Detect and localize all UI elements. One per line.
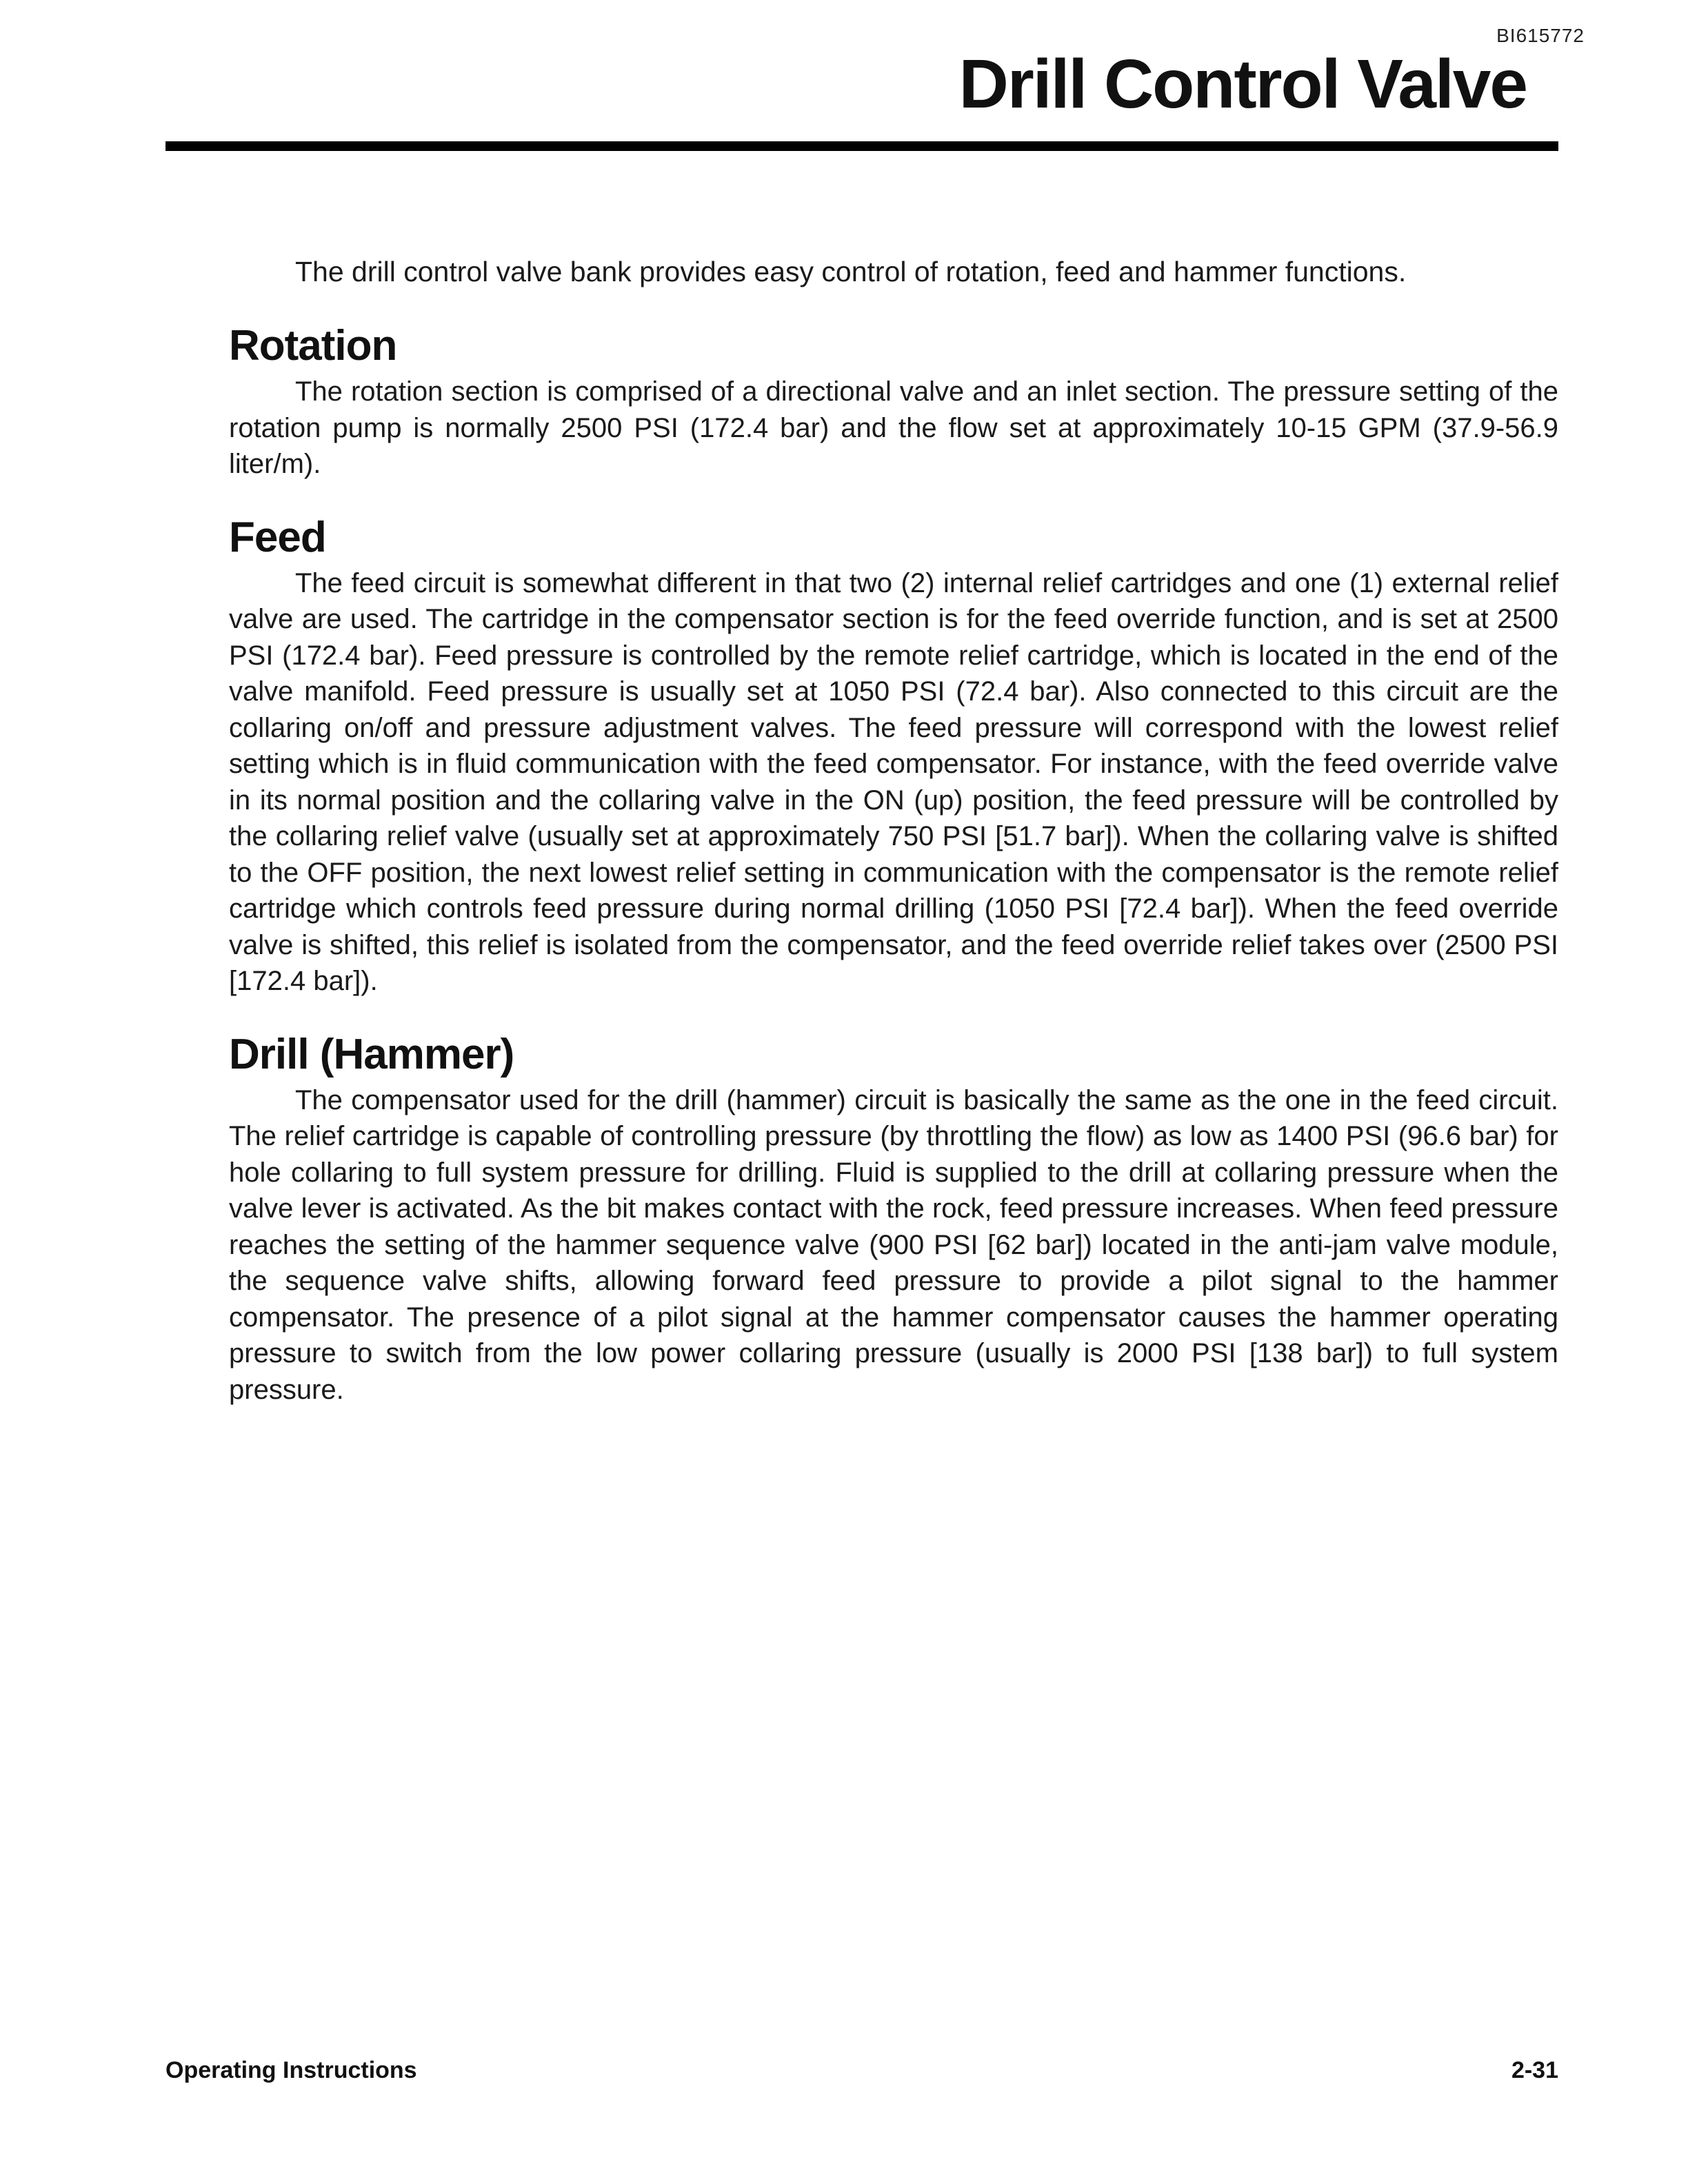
section-heading: Rotation <box>229 322 397 370</box>
page-title: Drill Control Valve <box>958 46 1527 123</box>
intro-paragraph: The drill control valve bank provides easy control of rotation, feed and hammer functions. <box>295 256 1407 287</box>
section-heading: Drill (Hammer) <box>229 1030 514 1078</box>
page-number: 2-31 <box>1511 2057 1558 2083</box>
section-drill-hammer <box>229 1030 1558 1408</box>
footer-manual-title: Operating Instructions <box>165 2057 417 2083</box>
section-body: The rotation section is comprised of a directional valve and an inlet section. The pressure setting of the rotation pump is normally 2500 PSI (172.4 bar) and the flow set at approximately 10-15 GPM (37.9-56.9 liter/m). <box>229 376 1558 479</box>
section-rotation <box>229 321 1558 483</box>
section-heading: Feed <box>229 513 326 561</box>
page-content <box>229 254 1558 1438</box>
title-rule <box>165 141 1558 151</box>
section-body: The feed circuit is somewhat different in that two (2) internal relief cartridges and one (1) external relief valve are used. The cartridge in the compensator section is for the feed override function, and is set at 2500 PSI (172.4 bar). Feed pressure is controlled by the remote relief cartridge, which is located in the end of the valve manifold. Feed pressure is usually set at 1050 PSI (72.4 bar). Also connected to this circuit are the collaring on/off and pressure adjustment valves. The feed pressure will correspond with the lowest relief setting which is in fluid communication with the feed compensator. For instance, with the feed override valve in its normal position and the collaring valve in the ON (up) position, the feed pressure will be controlled by the collaring relief valve (usually set at approximately 750 PSI [51.7 bar]). When the collaring valve is shifted to the OFF position, the next lowest relief setting in communication with the compensator is the remote relief cartridge which controls feed pressure during normal drilling (1050 PSI [72.4 bar]). When the feed override valve is shifted, this relief is isolated from the compensator, and the feed override relief takes over (2500 PSI [172.4 bar]). <box>229 567 1558 996</box>
section-feed <box>229 513 1558 1000</box>
document-id: BI615772 <box>1496 25 1585 46</box>
section-body: The compensator used for the drill (hammer) circuit is basically the same as the one in the feed circuit. The relief cartridge is capable of controlling pressure (by throttling the flow) as low as 1400 PSI (96.6 bar) for hole collaring to full system pressure for drilling. Fluid is supplied to the drill at collaring pressure when the valve lever is activated. As the bit makes contact with the rock, feed pressure increases. When feed pressure reaches the setting of the hammer sequence valve (900 PSI [62 bar]) located in the anti-jam valve module, the sequence valve shifts, allowing forward feed pressure to provide a pilot signal to the hammer compensator. The presence of a pilot signal at the hammer compensator causes the hammer operating pressure to switch from the low power collaring pressure (usually is 2000 PSI [138 bar]) to full system pressure. <box>229 1084 1558 1405</box>
